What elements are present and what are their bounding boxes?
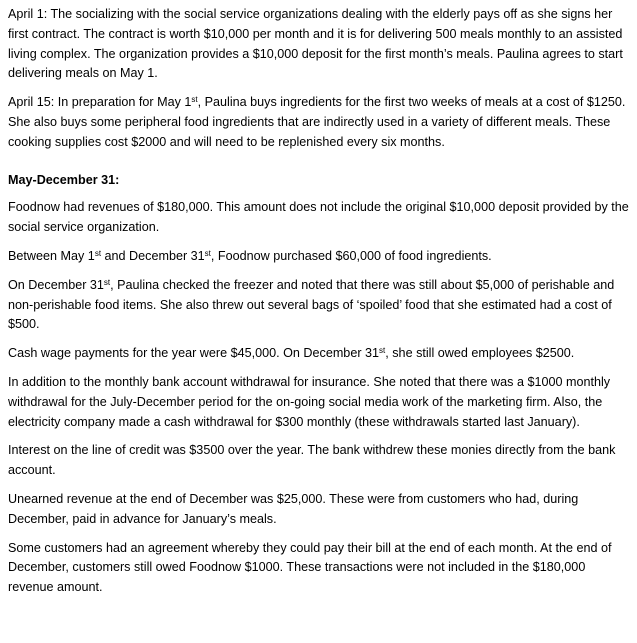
section-heading: May-December 31:: [8, 172, 120, 187]
ordinal-suffix: st: [379, 346, 386, 356]
ordinal-suffix: st: [94, 248, 102, 258]
paragraph-april-1: April 1: The socializing with the social service organizations dealing with the elderly pays off as she signs her first contract. The contract is worth $10,000 per month and it is for delivering 500 meals monthly to an assisted living complex. The organization provides a $10,000 deposit for the first month’s meals. Paulina agrees to start delivering meals on May 1.: [8, 7, 623, 81]
paragraph-revenues: Foodnow had revenues of $180,000. This amount does not include the original $10,000 deposit provided by the social service organization.: [8, 200, 629, 235]
paragraph-wages-text-b: , she still owed employees $2500.: [385, 346, 575, 361]
ordinal-suffix: st: [204, 248, 211, 258]
paragraph-april-15-text-b: , Paulina buys ingredients for the first two weeks of meals at a cost of $1250. She also buys some peripheral food ingredients that are indirectly used in a variety of different meals. These cooking supplies cost $2000 and will need to be replenished every six months.: [8, 95, 626, 149]
ordinal-suffix: st: [103, 277, 111, 287]
paragraph-withdrawals: In addition to the monthly bank account withdrawal for insurance. She noted that there was a $1000 monthly withdrawal for the July-December period for the on-going social media work of the marketing firm. Also, the electricity company made a cash withdrawal for $300 monthly (these withdrawals started last January).: [8, 374, 611, 429]
paragraph-food-purchases-text-c: , Foodnow purchased $60,000 of food ingredients.: [210, 248, 492, 263]
paragraph-wages-text-a: Cash wage payments for the year were $45,000. On December 31: [8, 346, 380, 361]
paragraph-food-purchases-text-a: Between May 1: [8, 248, 95, 263]
paragraph-freezer-inventory: [8, 276, 631, 335]
paragraph-freezer-inventory-text-a: On December 31: [8, 277, 104, 292]
ordinal-suffix: st: [191, 95, 198, 105]
paragraph-april-15-text-a: April 15: In preparation for May 1: [8, 95, 192, 110]
paragraph-food-purchases: [8, 247, 631, 267]
paragraph-wages: [8, 344, 631, 364]
paragraph-receivables: Some customers had an agreement whereby they could pay their bill at the end of each month. At the end of December, customers still owed Foodnow $1000. These transactions were not included in the $180,000 revenue amount.: [8, 540, 612, 595]
paragraph-freezer-inventory-text-b: , Paulina checked the freezer and noted that there was still about $5,000 of perishable and non-perishable food items. She also threw out several bags of ‘spoiled’ food that she estimated had a cost of $500.: [8, 277, 615, 332]
paragraph-april-15: [8, 93, 631, 152]
paragraph-unearned-revenue: Unearned revenue at the end of December was $25,000. These were from customers who had, during December, paid in advance for January’s meals.: [8, 491, 579, 526]
paragraph-interest: Interest on the line of credit was $3500 over the year. The bank withdrew these monies directly from the bank account.: [8, 443, 616, 478]
paragraph-food-purchases-text-b: and December 31: [101, 248, 205, 263]
